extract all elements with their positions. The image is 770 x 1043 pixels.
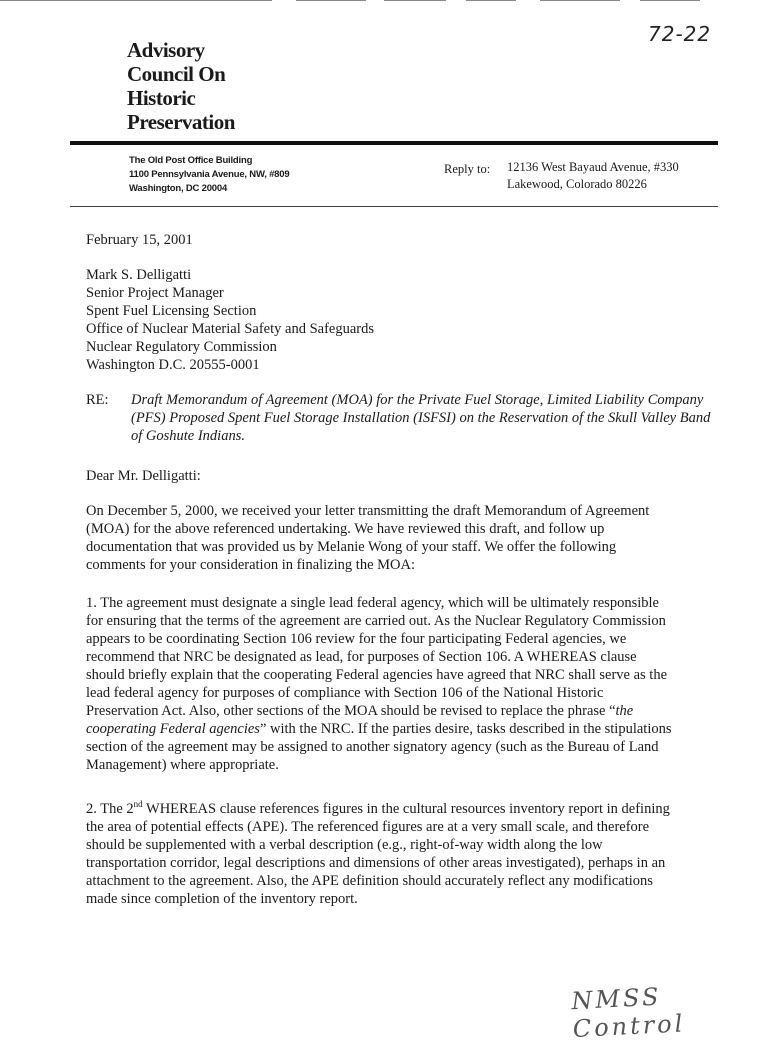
paragraph-text: 1. The agreement must designate a single lead federal agency, which will be ultimately responsible for ensuring that the terms of the agreement are carried out. As the Nuclear Regulatory Commission appears to be coordinating Section 106 review for the four participating Federal agencies, we recommend that NRC be designated as lead, for purposes of Section 106. A WHEREAS clause should briefly explain that the cooperating Federal agencies have agreed that NRC shall serve as the lead federal agency for purposes of compliance with Section 106 of the National Historic Preservation Act. Also, other sections of the MOA should be revised to replace the phrase “ xyxy=(86,595,668,719)
reply-address-line: Lakewood, Colorado 80226 xyxy=(507,177,647,191)
org-line: Advisory xyxy=(127,38,205,62)
scan-edge-line xyxy=(540,0,620,1)
recipient-line: Nuclear Regulatory Commission xyxy=(86,339,277,355)
scan-edge-line xyxy=(640,0,700,1)
recipient-line: Office of Nuclear Material Safety and Safeguards xyxy=(86,321,374,337)
letterhead-divider xyxy=(70,206,718,207)
italic-phrase: the cooperating Federal agencies xyxy=(86,703,634,737)
reply-address-line: 12136 West Bayaud Avenue, #330 xyxy=(507,160,679,174)
body-paragraph-1: On December 5, 2000, we received your letter transmitting the draft Memorandum of Agreement (MOA) for the above referenced undertaking. We have reviewed this draft, and follow up documentation that was provided us by Melanie Wong of your staff. We offer the following comments for your consideration in finalizing the MOA: xyxy=(86,503,650,573)
address-line: Washington, DC 20004 xyxy=(129,183,228,194)
org-line: Historic xyxy=(127,86,196,110)
scan-edge-line xyxy=(0,0,272,1)
document-number: 72-22 xyxy=(648,22,712,46)
letter-date: February 15, 2001 xyxy=(86,232,193,248)
recipient-block xyxy=(86,266,374,374)
office-address xyxy=(129,154,289,196)
ordinal-superscript: nd xyxy=(133,799,143,809)
letterhead-rule xyxy=(70,141,718,145)
handwritten-note: NMSS Control xyxy=(570,982,686,1043)
org-line: Preservation xyxy=(127,110,235,134)
paragraph-text: 2. The 2 xyxy=(86,800,134,817)
organization-name xyxy=(127,38,235,134)
scan-edge-line xyxy=(296,0,366,1)
recipient-line: Senior Project Manager xyxy=(86,285,224,301)
scan-edge-line xyxy=(466,0,516,1)
scan-edge-line xyxy=(384,0,446,1)
org-line: Council On xyxy=(127,62,226,86)
recipient-line: Mark S. Delligatti xyxy=(86,267,192,283)
paragraph-text: WHEREAS clause references figures in the cultural resources inventory report in defining the area of potential effects (APE). The referenced figures are at a very small scale, and therefore should be supplemented with a verbal description (e.g., right-of-way width along the low transportation corridor, legal descriptions and dimensions of other areas investigated), perhaps in an attachment to the agreement. Also, the APE definition should accurately reflect any modifications made since completion of the inventory report. xyxy=(86,800,670,907)
salutation: Dear Mr. Delligatti: xyxy=(86,468,201,484)
re-subject: Draft Memorandum of Agreement (MOA) for the Private Fuel Storage, Limited Liability Company (PFS) Proposed Spent Fuel Storage Installation (ISFSI) on the Reservation of the Skull Valley Band of Goshute Indians. xyxy=(131,392,711,444)
re-label: RE: xyxy=(86,392,109,408)
address-line: 1100 Pennsylvania Avenue, NW, #809 xyxy=(129,169,290,180)
reply-to-address xyxy=(507,159,679,193)
address-line: The Old Post Office Building xyxy=(129,155,253,166)
recipient-line: Washington D.C. 20555-0001 xyxy=(86,357,260,373)
body-paragraph-2 xyxy=(86,594,676,774)
recipient-line: Spent Fuel Licensing Section xyxy=(86,303,257,319)
body-paragraph-3 xyxy=(86,795,676,908)
paragraph-text: ” with the NRC. If the parties desire, tasks described in the stipulations section of the agreement may be assigned to another signatory agency (such as the Bureau of Land Management) where appropriate. xyxy=(86,721,672,773)
reply-to-label: Reply to: xyxy=(444,162,491,176)
